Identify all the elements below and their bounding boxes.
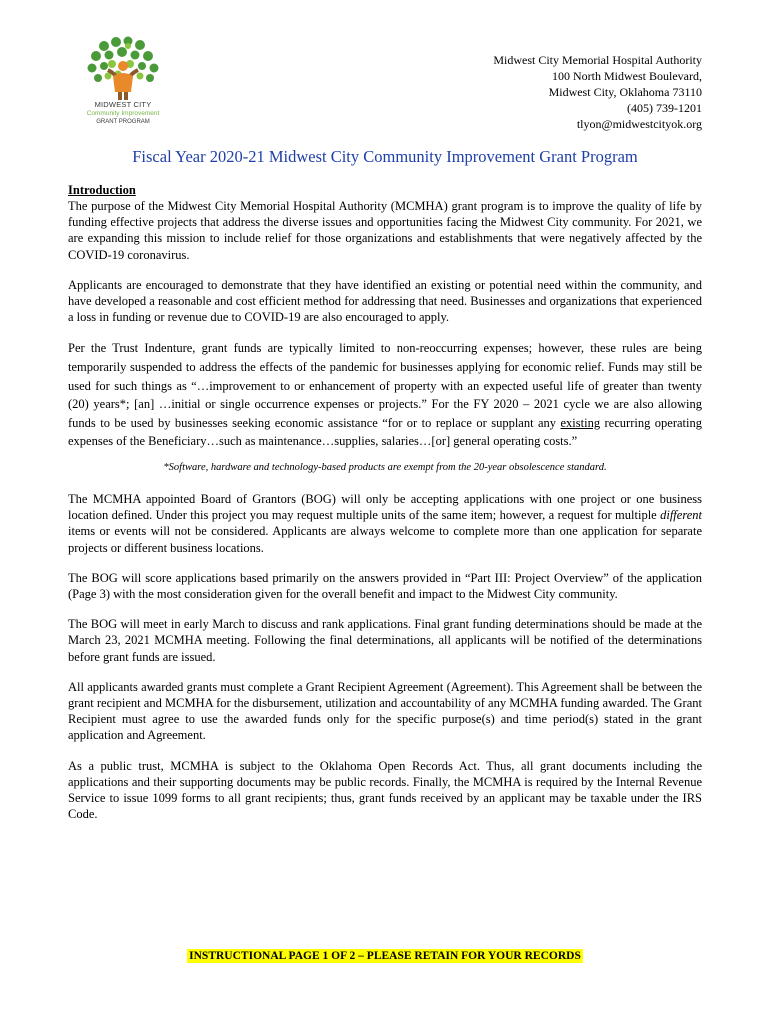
emphasis-different: different	[660, 508, 702, 523]
paragraph-bog-applications	[68, 491, 702, 556]
midwest-city-grant-logo	[82, 36, 164, 132]
paragraph-bog-applications-part2: items or events will not be considered. Applicants are always welcome to complete more than one application for separate projects or different business locations.	[68, 524, 702, 555]
paragraph-open-records: As a public trust, MCMHA is subject to the Oklahoma Open Records Act. Thus, all grant documents including the applications and their supporting documents may be public records. Finally, the MCMHA is required by the Internal Revenue Service to issue 1099 forms to all grant recipients; thus, grant funds received by an applicant may be taxable under the IRS Code.	[68, 758, 702, 822]
address-block	[493, 52, 702, 132]
intro-heading: Introduction	[68, 183, 136, 197]
footer-instruction	[0, 946, 770, 964]
tree-logo-icon	[82, 36, 164, 102]
emphasis-existing: existing	[560, 415, 601, 430]
logo-line-1: MIDWEST CITY	[94, 100, 152, 109]
software-exemption-note: *Software, hardware and technology-based products are exempt from the 20-year obsolescence standard.	[163, 461, 607, 473]
paragraph-trust-indenture	[68, 339, 702, 451]
paragraph-bog-applications-part1: The MCMHA appointed Board of Grantors (BOG) will only be accepting applications with one project or one business location defined. Under this project you may request multiple units of the same item; however, a request for multiple	[68, 491, 702, 523]
paragraph-agreement: All applicants awarded grants must complete a Grant Recipient Agreement (Agreement). This Agreement shall be between the grant recipient and MCMHA for the disbursement, utilization and accountability of any MCMHA funding awarded. The Grant Recipient must agree to use the awarded funds only for the specific purpose(s) and time period(s) stated in the grant application and Agreement.	[68, 679, 702, 743]
address-city: Midwest City, Oklahoma 73110	[548, 85, 702, 99]
address-org: Midwest City Memorial Hospital Authority	[493, 53, 702, 67]
page-title: Fiscal Year 2020-21 Midwest City Community Improvement Grant Program	[132, 147, 638, 166]
paragraph-trust-indenture-part2: recurring operating expenses of the Beneficiary…such as maintenance…supplies, salaries…[or] general operating costs.”	[68, 415, 702, 449]
address-email[interactable]: tlyon@midwestcityok.org	[576, 117, 702, 131]
paragraph-applicants: Applicants are encouraged to demonstrate that they have identified an existing or potential need within the community, and have developed a reasonable and cost efficient method for addressing that need. Businesses and organizations that experienced a loss in funding or revenue due to COVID-19 are also encouraged to apply.	[68, 277, 702, 325]
address-street: 100 North Midwest Boulevard,	[552, 69, 702, 83]
document-body	[68, 182, 702, 836]
footer-highlight-text: INSTRUCTIONAL PAGE 1 OF 2 – PLEASE RETAIN FOR YOUR RECORDS	[189, 950, 581, 962]
paragraph-scoring: The BOG will score applications based primarily on the answers provided in “Part III: Project Overview” of the application (Page 3) with the most consideration given for the overall benefit and impact to the Midwest City community.	[68, 570, 702, 601]
address-phone: (405) 739-1201	[627, 101, 702, 115]
logo-line-3: GRANT PROGRAM	[96, 119, 150, 125]
paragraph-purpose: The purpose of the Midwest City Memorial Hospital Authority (MCMHA) grant program is to improve the quality of life by funding effective projects that address the diverse issues and opportunities facing the Midwest City community. For 2021, we are expanding this mission to include relief for those organizations and establishments that were negatively affected by the COVID-19 coronavirus.	[68, 199, 702, 262]
paragraph-meeting: The BOG will meet in early March to discuss and rank applications. Final grant funding determinations should be made at the March 23, 2021 MCMHA meeting. Following the final determinations, all applicants will be notified of the determinations before grant funds are issued.	[68, 617, 702, 664]
logo-line-2: Community Improvement	[86, 110, 160, 117]
paragraph-trust-indenture-part1: Per the Trust Indenture, grant funds are typically limited to non-reoccurring expenses; however, these rules are being temporarily suspended to address the effects of the pandemic for businesses applying for economic relief. Funds may still be used for such things as “…improvement to or enhancement of property with an expected useful life of greater than twenty (20) years*; [an] …initial or single occurrence expenses or projects.” For the FY 2020 – 2021 cycle we are also allowing funds to be used by businesses seeking economic assistance “for or to replace or supplant any	[68, 341, 702, 430]
